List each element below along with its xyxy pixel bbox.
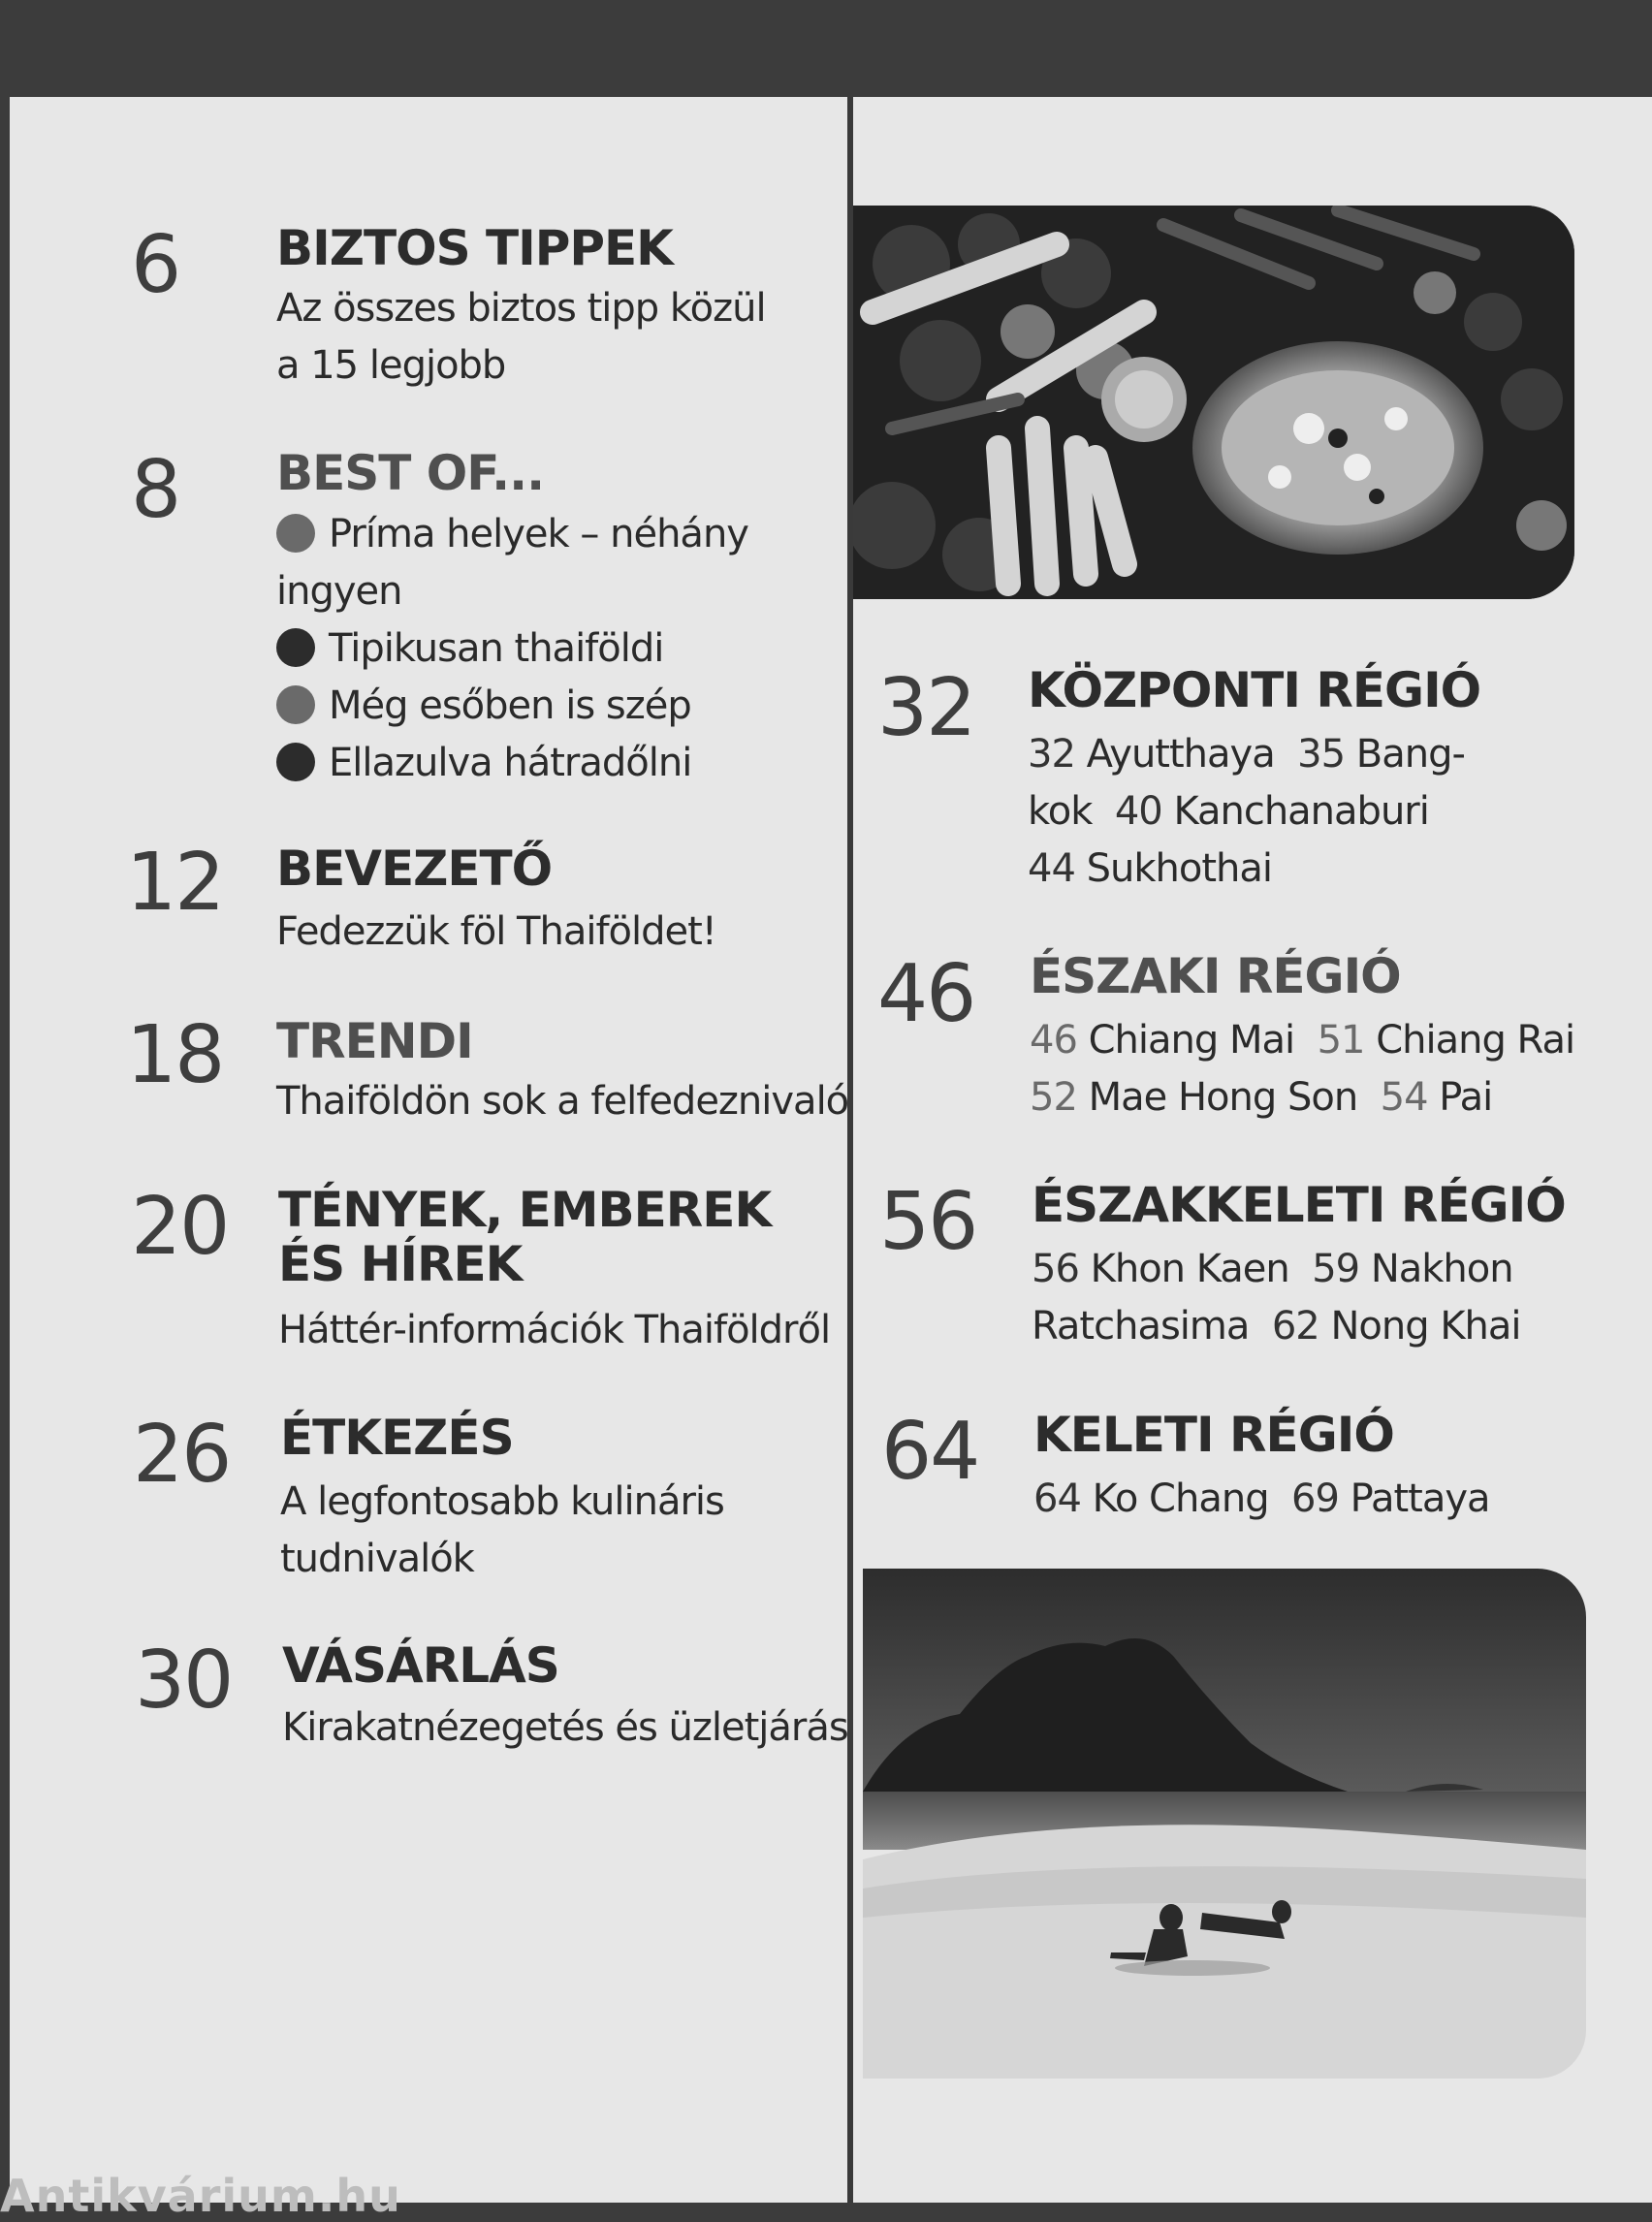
section-subtitle: Háttér-információk Thaiföldről bbox=[278, 1308, 831, 1352]
section-title: BEST OF... bbox=[276, 445, 545, 501]
section-title: BEVEZETŐ bbox=[276, 841, 553, 897]
section-subtitle: A legfontosabb kulináris tudnivalók bbox=[280, 1479, 724, 1581]
page-number: 26 bbox=[133, 1409, 231, 1501]
grey-dot-icon bbox=[276, 685, 315, 724]
list-item: Még esőben is szép bbox=[276, 678, 748, 735]
region-title: KELETI RÉGIÓ bbox=[1033, 1407, 1394, 1463]
page-number: 46 bbox=[877, 948, 975, 1040]
list-item-continuation: ingyen bbox=[276, 569, 402, 614]
page-number: 12 bbox=[126, 837, 224, 929]
region-pages: 32 Ayutthaya 35 Bang- kok 40 Kanchanaburi 44 Sukhothai bbox=[1028, 732, 1465, 891]
best-of-list bbox=[276, 506, 748, 792]
page-number: 18 bbox=[126, 1009, 224, 1101]
section-subtitle: Fedezzük föl Thaiföldet! bbox=[276, 909, 716, 954]
dark-dot-icon bbox=[276, 628, 315, 667]
page-number: 56 bbox=[879, 1176, 977, 1268]
section-title: TRENDI bbox=[276, 1013, 473, 1069]
grey-dot-icon bbox=[276, 514, 315, 553]
section-subtitle: Thaiföldön sok a felfedeznivaló bbox=[276, 1079, 849, 1124]
section-title: ÉTKEZÉS bbox=[280, 1410, 514, 1466]
page-number: 30 bbox=[135, 1635, 233, 1727]
page-number: 8 bbox=[131, 444, 180, 536]
page-number: 64 bbox=[881, 1406, 979, 1498]
region-pages: 64 Ko Chang 69 Pattaya bbox=[1033, 1476, 1490, 1521]
section-subtitle: Az összes biztos tipp közül a 15 legjobb bbox=[276, 286, 766, 388]
region-pages: 46 Chiang Mai 51 Chiang Rai 52 Mae Hong Son 54 Pai bbox=[1030, 1018, 1575, 1120]
region-title: ÉSZAKI RÉGIÓ bbox=[1030, 948, 1401, 1004]
list-item: Príma helyek – néhány bbox=[276, 506, 748, 563]
section-title: BIZTOS TIPPEK bbox=[276, 220, 673, 276]
region-title: KÖZPONTI RÉGIÓ bbox=[1028, 662, 1481, 718]
section-title: TÉNYEK, EMBEREK ÉS HÍREK bbox=[278, 1182, 772, 1292]
section-title: VÁSÁRLÁS bbox=[282, 1637, 559, 1694]
list-item: Ellazulva hátradőlni bbox=[276, 735, 748, 792]
region-pages: 56 Khon Kaen 59 Nakhon Ratchasima 62 Nong Khai bbox=[1032, 1247, 1521, 1349]
beach-photo bbox=[863, 1569, 1586, 2079]
watermark: Antikvárium.hu bbox=[0, 2170, 401, 2222]
page-number: 32 bbox=[877, 662, 975, 754]
page-number: 20 bbox=[131, 1181, 229, 1273]
page-number: 6 bbox=[131, 219, 180, 311]
section-subtitle: Kirakatnézegetés és üzletjárás bbox=[282, 1705, 848, 1750]
list-item: Tipikusan thaiföldi bbox=[276, 620, 748, 678]
food-photo bbox=[853, 206, 1574, 599]
dark-dot-icon bbox=[276, 743, 315, 781]
region-title: ÉSZAKKELETI RÉGIÓ bbox=[1032, 1177, 1566, 1233]
